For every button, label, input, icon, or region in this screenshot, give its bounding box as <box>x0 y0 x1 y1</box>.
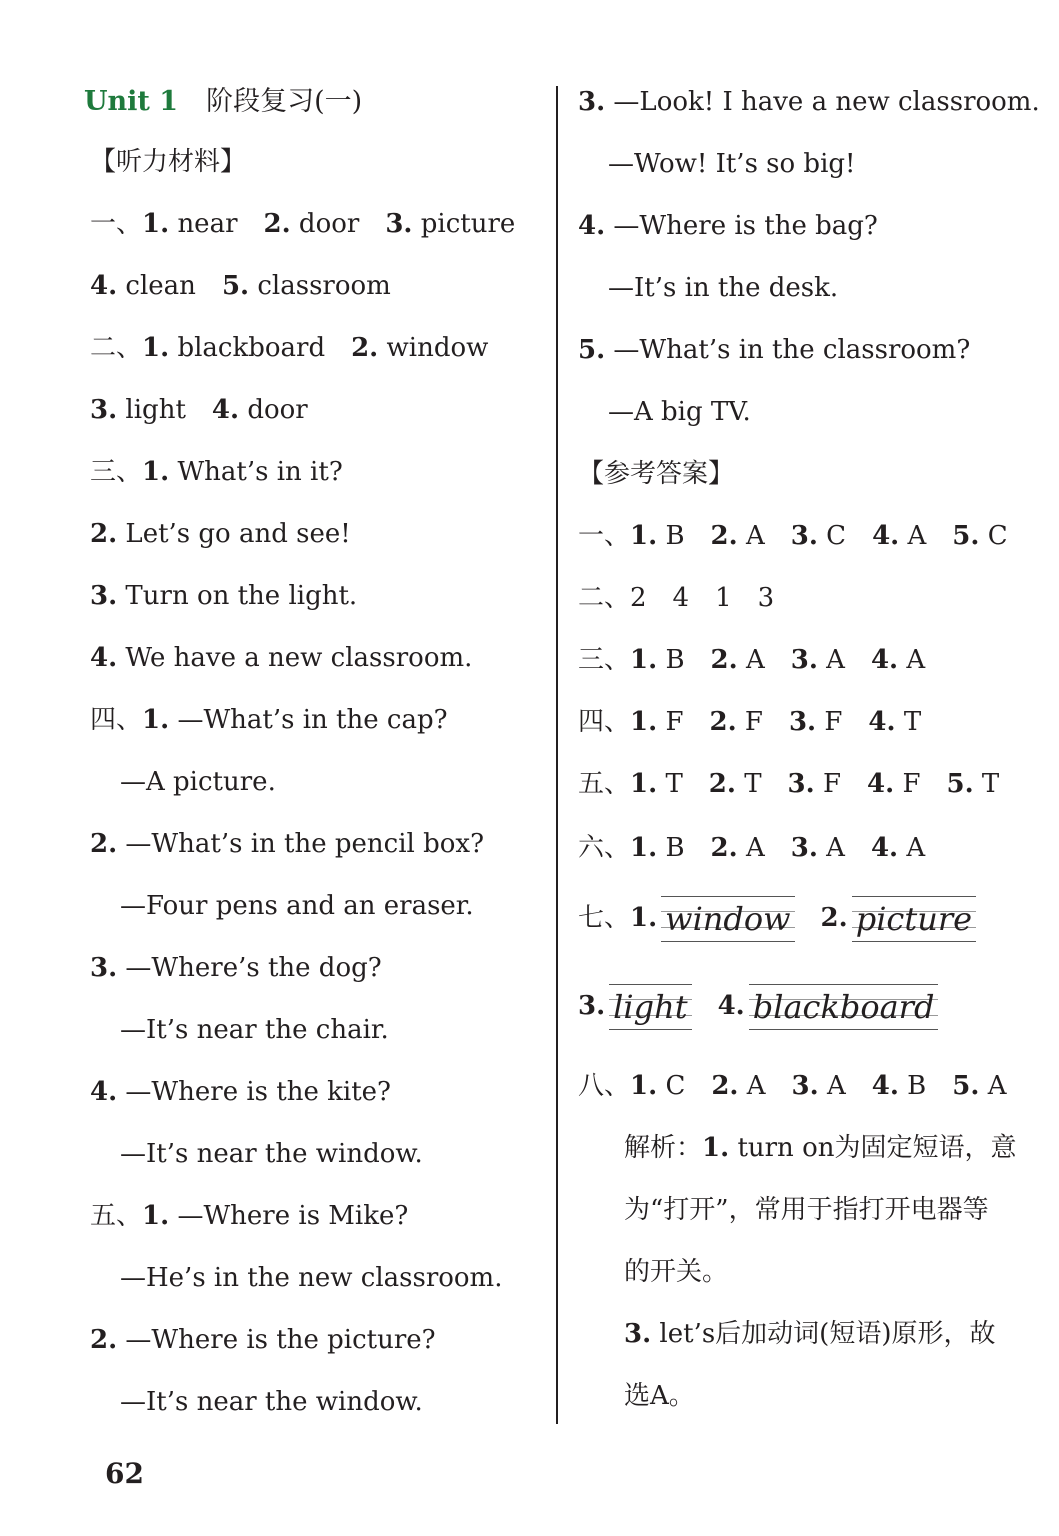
section-5-item-1-a: —He’s in the new classroom. <box>120 1263 503 1293</box>
handwritten-answer: blackboard <box>749 984 939 1030</box>
section-4-item-2-q: 2. —What’s in the pencil box? <box>90 829 485 859</box>
analysis-line-3: 的开关。 <box>624 1257 729 1287</box>
section-5-item-4-a: —It’s in the desk. <box>608 273 839 303</box>
column-divider <box>556 86 558 1424</box>
section-5-item-3-a: —Wow! It’s so big! <box>608 149 856 179</box>
section-2-row-2: 3. light 4. door <box>90 395 308 425</box>
section-4-item-4-q: 4. —Where is the kite? <box>90 1077 391 1107</box>
analysis-line-1: 解析：1. turn on为固定短语，意 <box>624 1133 1017 1163</box>
answer-section-8: 八、1. C 2. A 3. A 4. B 5. A <box>578 1071 1007 1101</box>
analysis-line-4: 3. let’s后加动词(短语)原形，故 <box>624 1319 996 1349</box>
analysis-line-5: 选A。 <box>624 1381 695 1411</box>
answer-section-7-row-1: 七、1. window 2. picture <box>578 896 976 942</box>
section-4-item-1-a: —A picture. <box>120 767 276 797</box>
section-3-item-4: 4. We have a new classroom. <box>90 643 473 673</box>
page-title <box>84 86 362 118</box>
section-5-item-2-a: —It’s near the window. <box>120 1387 423 1417</box>
answer-section-5: 五、1. T 2. T 3. F 4. F 5. T <box>578 769 1000 799</box>
answer-section-6: 六、1. B 2. A 3. A 4. A <box>578 833 926 863</box>
handwritten-answer: light <box>609 984 691 1030</box>
answer-section-3: 三、1. B 2. A 3. A 4. A <box>578 645 926 675</box>
section-4-item-4-a: —It’s near the window. <box>120 1139 423 1169</box>
answer-section-4: 四、1. F 2. F 3. F 4. T <box>578 707 922 737</box>
unit-label: Unit 1 <box>84 86 179 117</box>
section-3-item-2: 2. Let’s go and see! <box>90 519 351 549</box>
page-number: 62 <box>105 1457 144 1490</box>
section-1-row-1: 一、1. near 2. door 3. picture <box>90 209 516 239</box>
analysis-line-2: 为“打开”，常用于指打开电器等 <box>624 1195 989 1225</box>
section-4-item-2-a: —Four pens and an eraser. <box>120 891 474 921</box>
section-4-item-3-q: 3. —Where’s the dog? <box>90 953 382 983</box>
section-5-item-5-a: —A big TV. <box>608 397 751 427</box>
section-5-item-2-q: 2. —Where is the picture? <box>90 1325 436 1355</box>
section-4-item-3-a: —It’s near the chair. <box>120 1015 389 1045</box>
section-4-item-1-q: 四、1. —What’s in the cap? <box>90 705 448 735</box>
section-3-item-1: 三、1. What’s in it? <box>90 457 343 487</box>
section-1-row-2: 4. clean 5. classroom <box>90 271 391 301</box>
listening-heading: 【听力材料】 <box>90 147 247 177</box>
answers-heading: 【参考答案】 <box>578 459 735 489</box>
section-5-item-1-q: 五、1. —Where is Mike? <box>90 1201 409 1231</box>
section-2-row-1: 二、1. blackboard 2. window <box>90 333 489 363</box>
section-5-item-5-q: 5. —What’s in the classroom? <box>578 335 971 365</box>
answer-section-7-row-2: 3. light 4. blackboard <box>578 984 938 1030</box>
handwritten-answer: window <box>661 896 794 942</box>
answer-section-2: 二、2 4 1 3 <box>578 583 775 613</box>
section-5-item-3-q: 3. —Look! I have a new classroom. <box>578 87 1040 117</box>
handwritten-answer: picture <box>852 896 976 942</box>
section-3-item-3: 3. Turn on the light. <box>90 581 358 611</box>
review-title: 阶段复习(一) <box>206 86 363 117</box>
section-5-item-4-q: 4. —Where is the bag? <box>578 211 878 241</box>
answer-section-1: 一、1. B 2. A 3. C 4. A 5. C <box>578 521 1008 551</box>
